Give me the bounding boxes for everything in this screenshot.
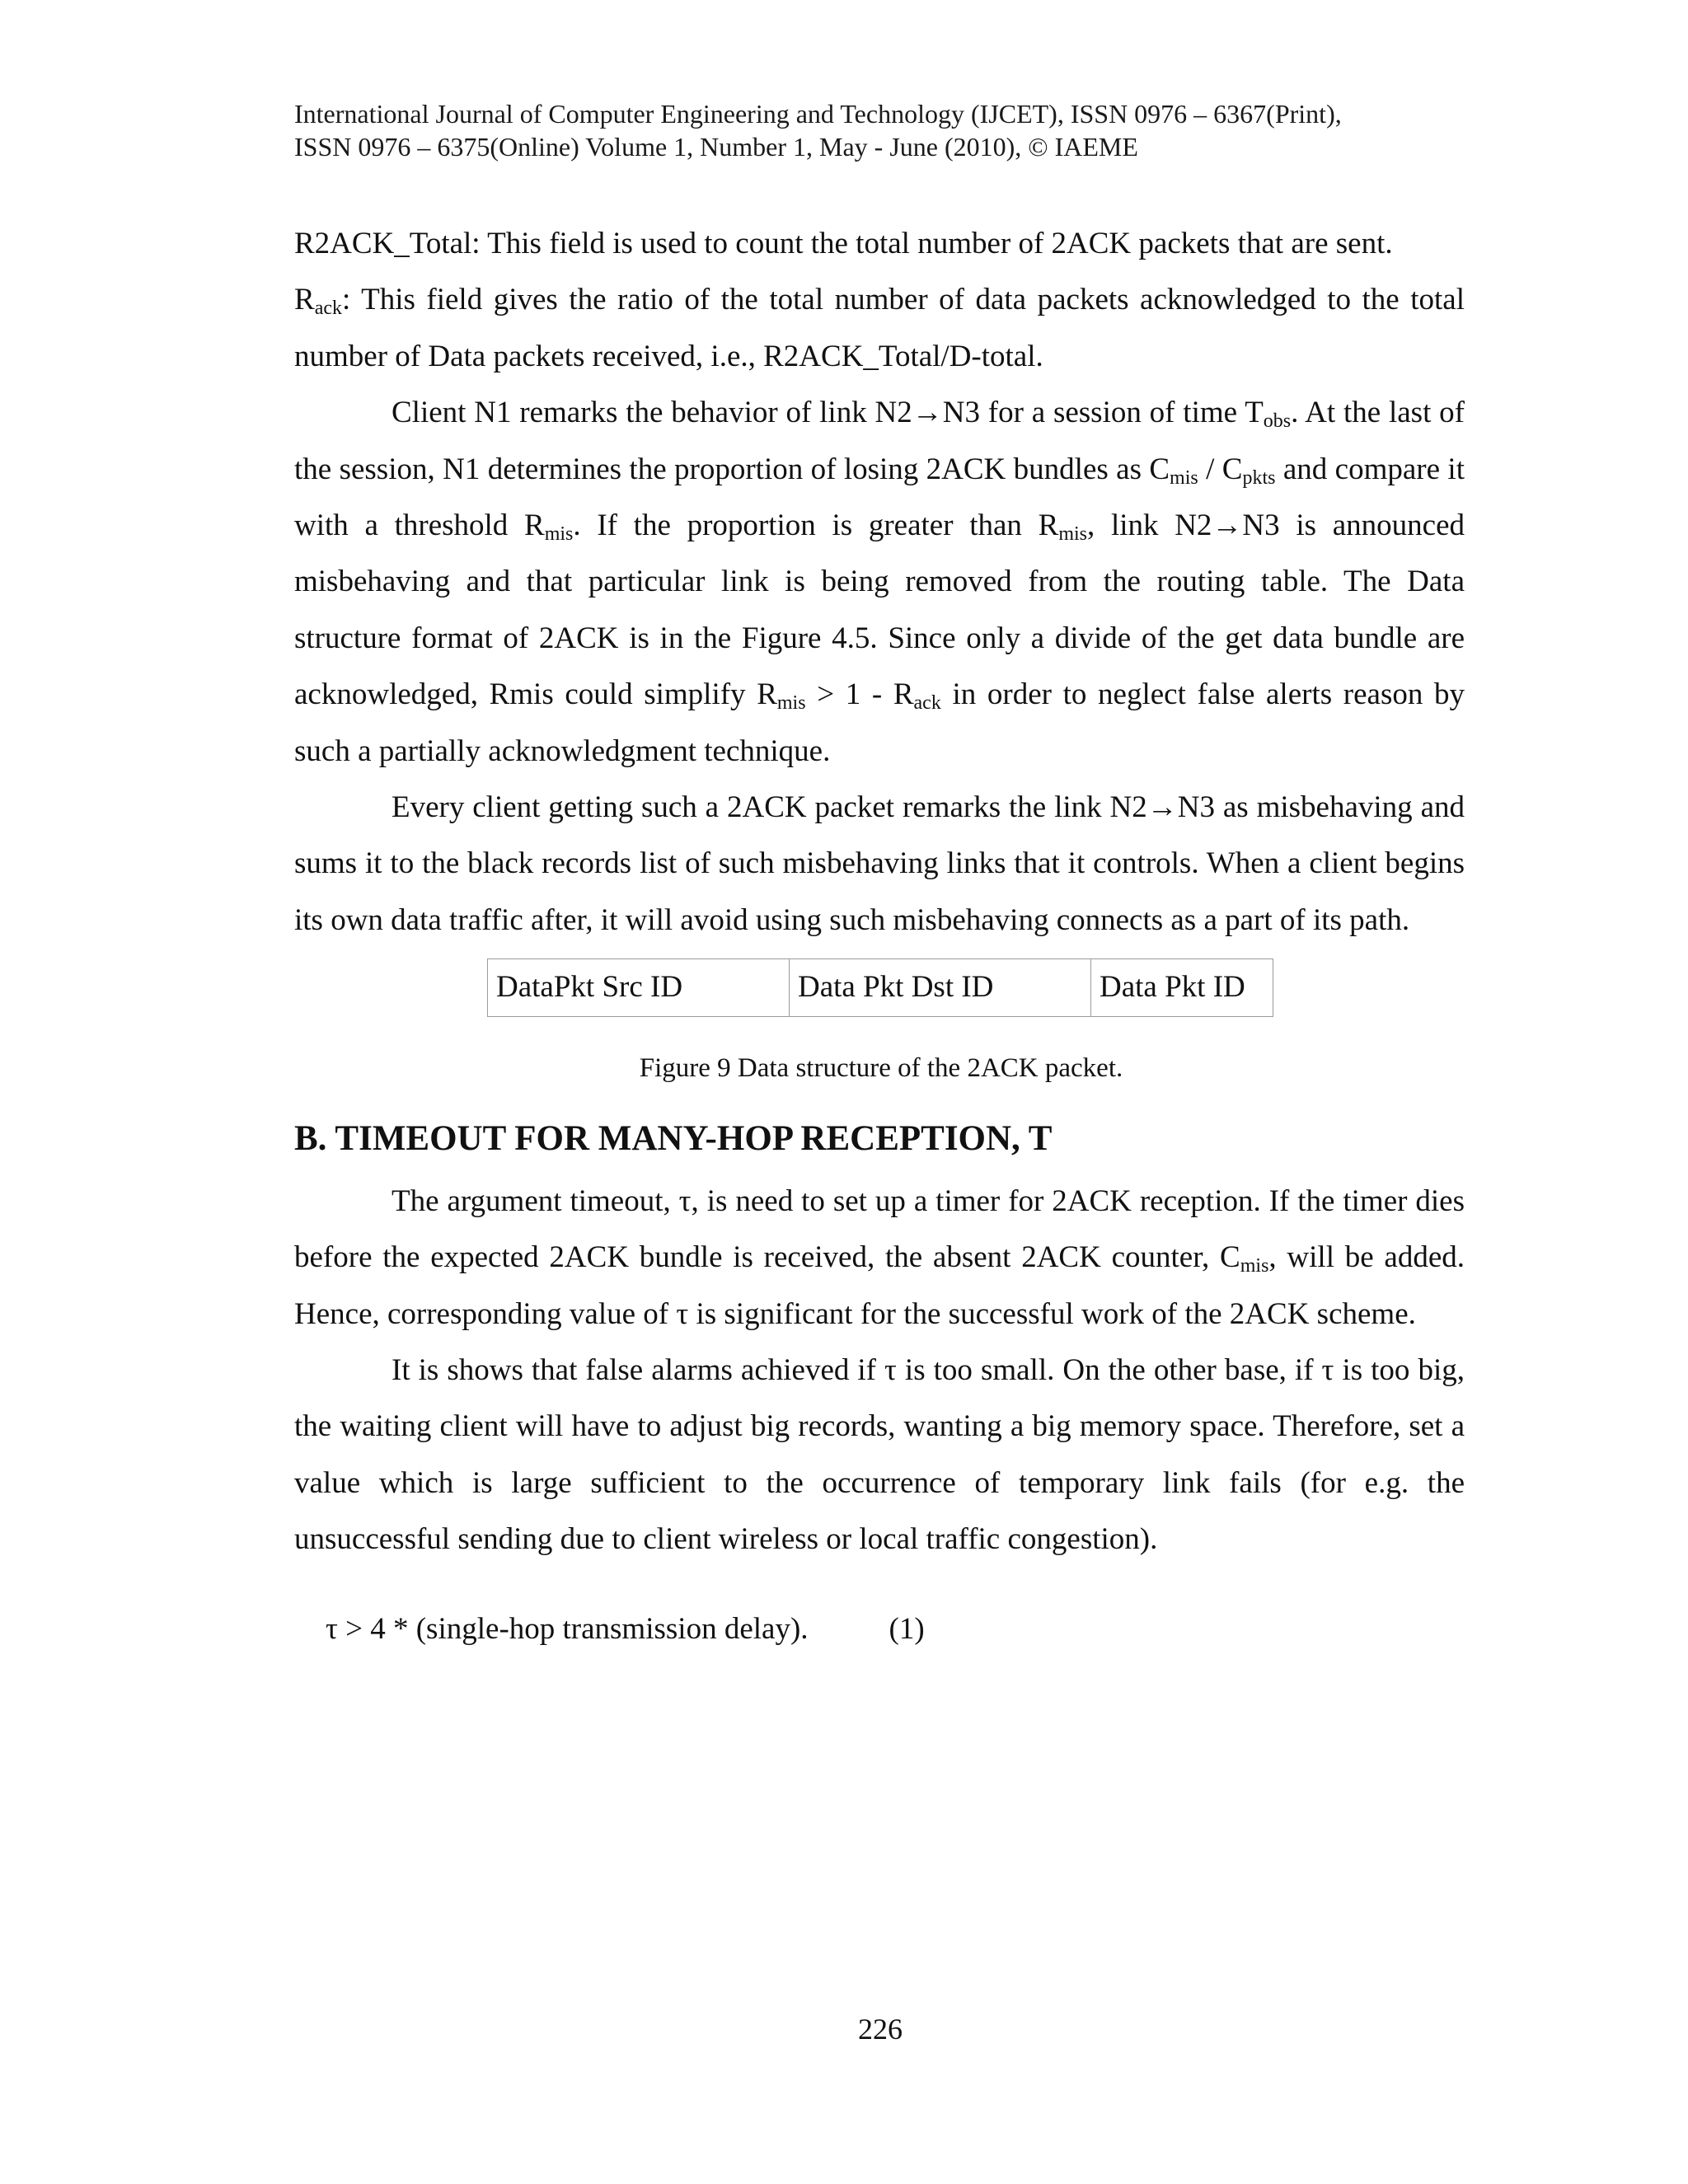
figure-2ack-structure-table [487,958,1273,1016]
paragraph-argument-timeout: The argument timeout, τ, is need to set up a timer for 2ACK reception. If the timer dies before the expected 2ACK bundle is received, the absent 2ACK counter, $C_{mis}$, will be added. Hence, corresponding value of τ is significant for the successful work of the 2ACK scheme. [294,1183,1465,1331]
equation-1 [294,1601,1465,1657]
paragraph-every-client: Every client getting such a 2ACK packet remarks the link N2→N3 as misbehaving and sums it to the black records list of such misbehaving links that it controls. When a client begins its own data traffic after, it will avoid using such misbehaving connects as a part of its path. [294,790,1465,937]
header-line-2: ISSN 0976 – 6375(Online) Volume 1, Number 1, May - June (2010), © IAEME [294,132,1138,162]
page-body [294,216,1465,1657]
page-number: 226 [858,2013,903,2046]
running-header [294,97,1465,163]
table-cell-src-id: DataPkt Src ID [488,959,790,1016]
equation-text: τ > 4 * (single-hop transmission delay). [326,1611,809,1646]
paragraph-r2ack-total: R2ACK_Total: This field is used to count the total number of 2ACK packets that are sent. [294,227,1393,260]
table-cell-pkt-id: Data Pkt ID [1091,959,1273,1016]
section-heading: B. TIMEOUT FOR MANY-HOP RECEPTION, T [294,1118,1053,1158]
header-line-1: International Journal of Computer Engineering and Technology (IJCET), ISSN 0976 – 6367(Print), [294,99,1342,129]
subscript-ack: ack [314,298,342,320]
figure-caption: Figure 9 Data structure of the 2ACK packet. [639,1052,1123,1083]
equation-number: (1) [889,1611,925,1646]
paragraph-rack: $R_{ack}$: This field gives the ratio of the total number of data packets acknowledged to the total number of Data packets received, i.e., R2ACK_Total/D-total. [294,283,1465,373]
paragraph-client-n1: Client N1 remarks the behavior of link N2→N3 for a session of time $T_{obs}$. At the last of the session, N1 determines the proportion of losing 2ACK bundles as $C_{mis} / C_{pkts}$ and compare it with a threshold $R_{mis}$. If the proportion is greater than $R_{mis}$, link N2→N3 is announced misbehaving and that particular link is being removed from the routing table. The Data structure format of 2ACK is in the Figure 4.5. Since only a divide of the get data bundle are acknowledged, Rmis could simplify $R_{mis} > 1 - R_{ack}$ in order to neglect false alerts reason by such a partially acknowledgment technique. [294,396,1465,768]
table-cell-dst-id: Data Pkt Dst ID [790,959,1091,1016]
paragraph-false-alarms: It is shows that false alarms achieved if τ is too small. On the other base, if τ is too big, the waiting client will have to adjust big records, wanting a big memory space. Therefore, set a value which is large sufficient to the occurrence of temporary link fails (for e.g. the unsuccessful sending due to client wireless or local traffic congestion). [294,1352,1465,1557]
table-row [488,959,1273,1016]
